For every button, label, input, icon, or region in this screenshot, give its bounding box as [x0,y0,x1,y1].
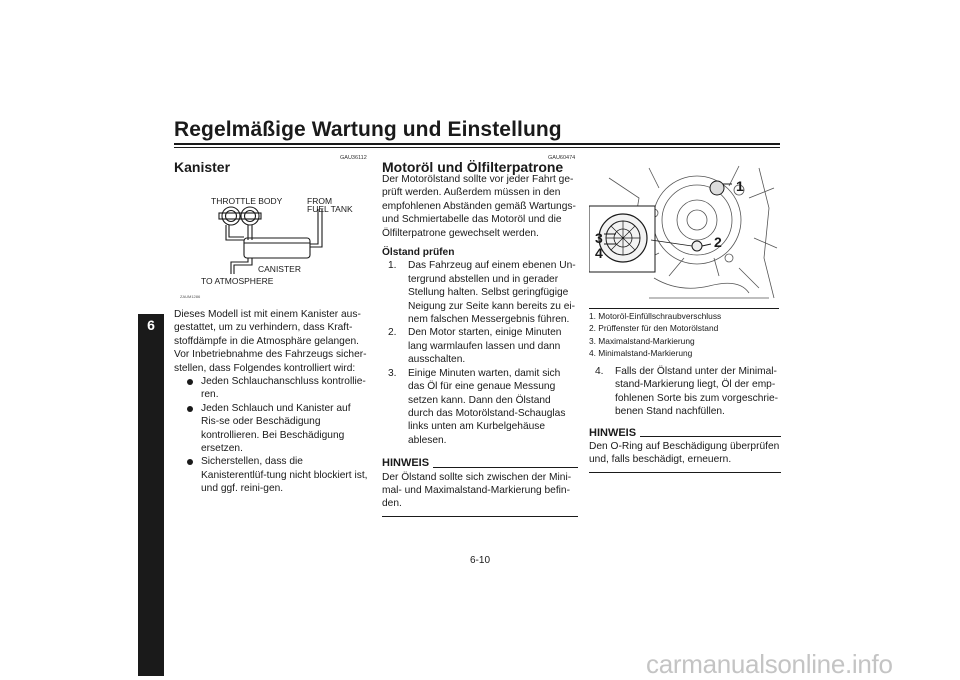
list-item: 1. Das Fahrzeug auf einem ebenen Un-tergrund abstellen und in gerader Stellung halten. Selbst geringfügige Neigung zur Seite kann bereits zu ei-nem falschen Messergebnis führen. [388,260,576,326]
note-header-2 [589,427,781,440]
bullet-icon [187,379,193,385]
note-rule-2 [640,436,781,437]
photo-rule [589,308,779,309]
oil-check-steps [382,259,578,447]
caption-item: 2. Prüffenster für den Motorölstand [589,323,719,334]
list-item: Jeden Schlauch und Kanister auf Ris-se oder Beschädigung kontrollieren. Bei Beschädigung ersetzen. [184,402,370,456]
engine-photo [589,158,779,308]
note-end-rule [382,516,578,517]
label-canister: CANISTER [258,264,301,274]
note-text-2: Den O-Ring auf Beschädigung überprüfen und, falls beschädigt, erneuern. [589,441,780,466]
list-item: 3. Einige Minuten warten, damit sich das Öl für eine genaue Messung setzen kann. Dann den Ölstand durch das Motorölstand-Schauglas links unten am Kurbelgehäuse ablesen. [388,367,566,446]
title-rule-thin [174,147,780,148]
label-atmosphere: TO ATMOSPHERE [201,276,274,286]
callout-3: 3 [595,230,603,246]
oil-refill-body [589,365,781,473]
note-label: HINWEIS [382,457,430,470]
label-from: FROM [307,196,333,206]
callout-2: 2 [714,234,722,250]
list-item: Jeden Schlauchanschluss kontrollie-ren. [184,375,370,402]
section-code-canister: GAU36112 [340,155,367,161]
canister-body [174,308,370,496]
note-rule [433,467,578,468]
diagram-code: ZAUM1286 [180,294,201,299]
callout-1: 1 [736,178,744,194]
page-number: 6-10 [469,555,490,566]
engine-illustration [589,158,779,308]
callout-4: 4 [595,245,603,261]
bullet-icon [187,406,193,412]
heading-oil: Motoröl und Ölfilterpatrone [382,159,564,175]
oil-intro: Der Motorölstand sollte vor jeder Fahrt ge-prüft werden. Außerdem müssen in den empfohlenen Abständen gemäß Wartungs- und Schmiertabelle das Motoröl und die Ölfilterpatrone gewechselt werden. [382,174,576,239]
oil-body [382,173,578,517]
list-item: 4. Falls der Ölstand unter der Minimal-stand-Markierung liegt, Öl der emp-fohlenen Sorte bis zum vorgeschrie-benen Stand nachfüllen. [595,366,779,418]
note-text: Der Ölstand sollte sich zwischen der Mini-mal- und Maximalstand-Markierung befin-den. [382,471,572,510]
oil-refill-steps [589,365,781,419]
caption-item: 3. Maximalstand-Markierung [589,335,695,346]
photo-captions [589,310,781,359]
heading-canister: Kanister [174,159,231,175]
list-item: Sicherstellen, dass die Kanisterentlüf-tung nicht blockiert ist, und ggf. reini-gen. [184,455,370,495]
watermark-logo: carmanualsonline.info [646,649,893,679]
list-item: 2. Den Motor starten, einige Minuten lang warmlaufen lassen und dann ausschalten. [388,327,562,366]
subheading-oil-check: Ölstand prüfen [382,247,455,259]
title-rule [174,143,780,145]
page-title: Regelmäßige Wartung und Einstellung [174,118,562,141]
canister-checklist [174,375,370,496]
label-fuel-tank: FUEL TANK [307,204,353,214]
chapter-tab [138,314,164,676]
note-header [382,457,578,470]
canister-diagram [174,192,374,304]
caption-item: 1. Motoröl-Einfüllschraubverschluss [589,311,722,321]
label-throttle-body: THROTTLE BODY [211,196,283,206]
bullet-icon [187,459,193,465]
chapter-number: 6 [147,317,155,333]
note-end-rule-2 [589,472,781,473]
caption-item: 4. Minimalstand-Markierung [589,347,693,358]
section-code-oil: GAU60474 [548,155,576,161]
canister-intro: Dieses Modell ist mit einem Kanister aus-gestattet, um zu verhindern, dass Kraft-stoffdämpfe in die Atmosphäre gelangen. Vor Inbetriebnahme des Fahrzeugs sicher-stellen, dass Folgendes kontrolliert wird: [174,309,367,374]
note-label-2: HINWEIS [589,426,637,439]
